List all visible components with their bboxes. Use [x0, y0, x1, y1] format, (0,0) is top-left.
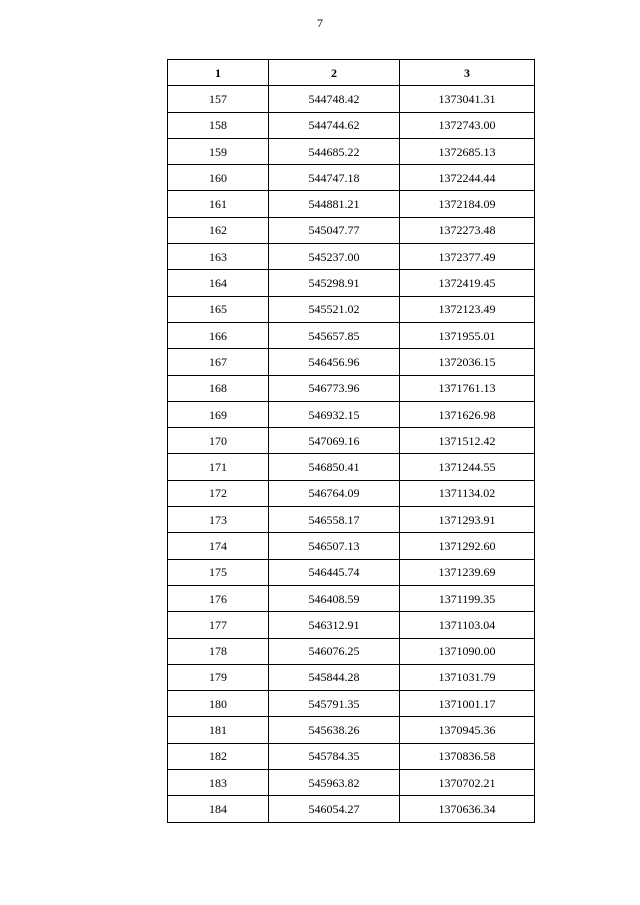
- x-coordinate-cell: 546408.59: [269, 585, 400, 611]
- y-coordinate-cell: 1371292.60: [400, 533, 535, 559]
- table-row: [168, 559, 535, 585]
- table-row: [168, 428, 535, 454]
- table-row: [168, 507, 535, 533]
- y-coordinate-cell: 1372244.44: [400, 165, 535, 191]
- y-coordinate-cell: 1370702.21: [400, 770, 535, 796]
- y-coordinate-cell: 1371293.91: [400, 507, 535, 533]
- y-coordinate-cell: 1371244.55: [400, 454, 535, 480]
- table-row: [168, 717, 535, 743]
- table-header-row: [168, 60, 535, 86]
- y-coordinate-cell: 1373041.31: [400, 86, 535, 112]
- point-number-cell: 159: [168, 138, 269, 164]
- x-coordinate-cell: 546445.74: [269, 559, 400, 585]
- x-coordinate-cell: 545657.85: [269, 322, 400, 348]
- point-number-cell: 175: [168, 559, 269, 585]
- y-coordinate-cell: 1372419.45: [400, 270, 535, 296]
- point-number-cell: 181: [168, 717, 269, 743]
- point-number-cell: 168: [168, 375, 269, 401]
- point-number-cell: 162: [168, 217, 269, 243]
- table-row: [168, 533, 535, 559]
- y-coordinate-cell: 1372036.15: [400, 349, 535, 375]
- table-row: [168, 796, 535, 822]
- point-number-cell: 163: [168, 244, 269, 270]
- y-coordinate-cell: 1371761.13: [400, 375, 535, 401]
- y-coordinate-cell: 1372685.13: [400, 138, 535, 164]
- point-number-cell: 171: [168, 454, 269, 480]
- point-number-cell: 184: [168, 796, 269, 822]
- table-row: [168, 612, 535, 638]
- x-coordinate-cell: 546764.09: [269, 480, 400, 506]
- y-coordinate-cell: 1372743.00: [400, 112, 535, 138]
- table-row: [168, 165, 535, 191]
- x-coordinate-cell: 546076.25: [269, 638, 400, 664]
- x-coordinate-cell: 545844.28: [269, 664, 400, 690]
- x-coordinate-cell: 545963.82: [269, 770, 400, 796]
- x-coordinate-cell: 546850.41: [269, 454, 400, 480]
- point-number-cell: 164: [168, 270, 269, 296]
- x-coordinate-cell: 546932.15: [269, 401, 400, 427]
- point-number-cell: 174: [168, 533, 269, 559]
- point-number-cell: 167: [168, 349, 269, 375]
- y-coordinate-cell: 1371512.42: [400, 428, 535, 454]
- table-row: [168, 112, 535, 138]
- point-number-cell: 180: [168, 691, 269, 717]
- table-row: [168, 138, 535, 164]
- table-row: [168, 322, 535, 348]
- table-row: [168, 401, 535, 427]
- point-number-cell: 179: [168, 664, 269, 690]
- y-coordinate-cell: 1371031.79: [400, 664, 535, 690]
- x-coordinate-cell: 545791.35: [269, 691, 400, 717]
- column-header-1: 1: [168, 60, 269, 86]
- x-coordinate-cell: 546456.96: [269, 349, 400, 375]
- point-number-cell: 178: [168, 638, 269, 664]
- table-row: [168, 217, 535, 243]
- coordinates-table: [167, 59, 535, 823]
- x-coordinate-cell: 546773.96: [269, 375, 400, 401]
- point-number-cell: 166: [168, 322, 269, 348]
- table-row: [168, 296, 535, 322]
- y-coordinate-cell: 1371103.04: [400, 612, 535, 638]
- y-coordinate-cell: 1371001.17: [400, 691, 535, 717]
- point-number-cell: 170: [168, 428, 269, 454]
- y-coordinate-cell: 1370836.58: [400, 743, 535, 769]
- point-number-cell: 183: [168, 770, 269, 796]
- table-row: [168, 191, 535, 217]
- y-coordinate-cell: 1370636.34: [400, 796, 535, 822]
- x-coordinate-cell: 547069.16: [269, 428, 400, 454]
- point-number-cell: 176: [168, 585, 269, 611]
- table-body: [168, 86, 535, 822]
- y-coordinate-cell: 1372273.48: [400, 217, 535, 243]
- x-coordinate-cell: 546558.17: [269, 507, 400, 533]
- x-coordinate-cell: 544881.21: [269, 191, 400, 217]
- x-coordinate-cell: 544747.18: [269, 165, 400, 191]
- x-coordinate-cell: 544748.42: [269, 86, 400, 112]
- x-coordinate-cell: 544744.62: [269, 112, 400, 138]
- point-number-cell: 177: [168, 612, 269, 638]
- x-coordinate-cell: 544685.22: [269, 138, 400, 164]
- x-coordinate-cell: 545784.35: [269, 743, 400, 769]
- y-coordinate-cell: 1371239.69: [400, 559, 535, 585]
- y-coordinate-cell: 1371626.98: [400, 401, 535, 427]
- table-row: [168, 86, 535, 112]
- y-coordinate-cell: 1372123.49: [400, 296, 535, 322]
- table-row: [168, 270, 535, 296]
- table-row: [168, 349, 535, 375]
- table-row: [168, 375, 535, 401]
- column-header-2: 2: [269, 60, 400, 86]
- table-row: [168, 664, 535, 690]
- point-number-cell: 172: [168, 480, 269, 506]
- table-row: [168, 585, 535, 611]
- x-coordinate-cell: 545047.77: [269, 217, 400, 243]
- y-coordinate-cell: 1371090.00: [400, 638, 535, 664]
- y-coordinate-cell: 1370945.36: [400, 717, 535, 743]
- y-coordinate-cell: 1371134.02: [400, 480, 535, 506]
- table-row: [168, 743, 535, 769]
- point-number-cell: 157: [168, 86, 269, 112]
- table-row: [168, 638, 535, 664]
- point-number-cell: 160: [168, 165, 269, 191]
- y-coordinate-cell: 1372377.49: [400, 244, 535, 270]
- point-number-cell: 169: [168, 401, 269, 427]
- point-number-cell: 182: [168, 743, 269, 769]
- x-coordinate-cell: 545638.26: [269, 717, 400, 743]
- table-row: [168, 480, 535, 506]
- table-row: [168, 691, 535, 717]
- point-number-cell: 173: [168, 507, 269, 533]
- point-number-cell: 161: [168, 191, 269, 217]
- y-coordinate-cell: 1371199.35: [400, 585, 535, 611]
- x-coordinate-cell: 545521.02: [269, 296, 400, 322]
- table-row: [168, 770, 535, 796]
- y-coordinate-cell: 1371955.01: [400, 322, 535, 348]
- x-coordinate-cell: 545298.91: [269, 270, 400, 296]
- y-coordinate-cell: 1372184.09: [400, 191, 535, 217]
- column-header-3: 3: [400, 60, 535, 86]
- x-coordinate-cell: 545237.00: [269, 244, 400, 270]
- table-row: [168, 454, 535, 480]
- page-number: 7: [317, 16, 323, 30]
- x-coordinate-cell: 546054.27: [269, 796, 400, 822]
- x-coordinate-cell: 546312.91: [269, 612, 400, 638]
- point-number-cell: 165: [168, 296, 269, 322]
- x-coordinate-cell: 546507.13: [269, 533, 400, 559]
- point-number-cell: 158: [168, 112, 269, 138]
- table-row: [168, 244, 535, 270]
